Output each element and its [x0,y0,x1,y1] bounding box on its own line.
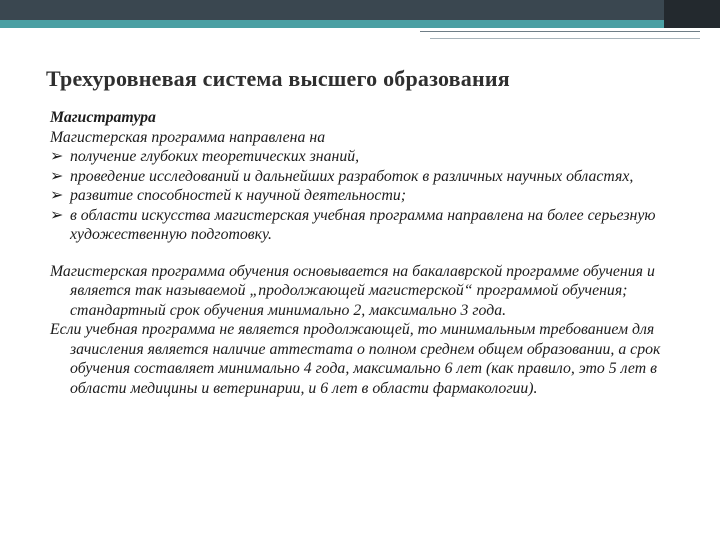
arrow-bullet-icon: ➢ [50,206,64,224]
decor-rule-bottom [430,38,700,39]
bullet-item [50,167,700,187]
bullet-item [50,147,700,167]
spacer [50,245,700,262]
top-dark-block [664,0,720,28]
bullet-item [50,206,700,245]
bullet-text: проведение исследований и дальнейших разработок в различных научных областях, [70,167,634,185]
bullet-text: получение глубоких теоретических знаний, [70,148,360,165]
top-decor-band [0,0,720,28]
arrow-bullet-icon: ➢ [50,187,64,204]
intro-line: Магистерская программа направлена на [50,128,326,146]
bullet-item [50,186,700,206]
slide-body [50,108,700,398]
arrow-bullet-icon: ➢ [50,167,64,185]
top-accent-stripe [0,20,720,28]
arrow-bullet-icon: ➢ [50,148,64,165]
section-subheading: Магистратура [50,109,156,126]
bullet-text: развитие способностей к научной деятельности; [70,187,407,204]
paragraph-admission: Если учебная программа не является продолжающей, то минимальным требованием для зачисления является наличие аттестата о полном среднем общем образовании, а срок обучения составляет минимально 4 года, максимально 6 лет (как правило, это 5 лет в области медицины и ветеринарии, и 6 лет в области фармакологии). [50,321,661,397]
slide-title: Трехуровневая система высшего образования [46,66,510,91]
paragraph-duration: Магистерская программа обучения основывается на бакалаврской программе обучения и является так называемой „продолжающей магистерской“ программой обучения; стандартный срок обучения минимально 2, максимально 3 года. [50,262,655,319]
bullet-text: в области искусства магистерская учебная программа направлена на более серьезную художественную подготовку. [70,206,656,243]
decor-rule-top [420,31,700,32]
